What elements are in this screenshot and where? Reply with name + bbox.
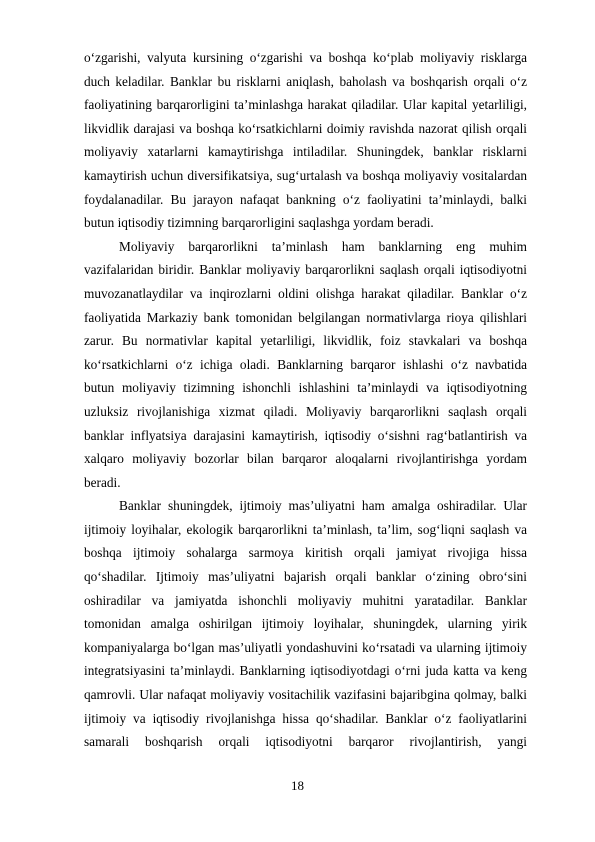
paragraph-risk-management: o‘zgarishi, valyuta kursining o‘zgarishi va boshqa ko‘plab moliyaviy risklarga duch keladilar. Banklar bu risklarni aniqlash, baholash va boshqarish orqali o‘z faoliyatining barqarorligini ta’minlashga harakat qiladilar. Ular kapital yetarliligi, likvidlik darajasi va boshqa ko‘rsatkichlarni doimiy ravishda nazorat qilish orqali moliyaviy xatarlarni kamaytirishga intiladilar. Shuningdek, banklar risklarni kamaytirish uchun diversifikatsiya, sug‘urtalash va boshqa moliyaviy vositalardan foydalanadilar. Bu jarayon nafaqat bankning o‘z faoliyatini ta’minlaydi, balki butun iqtisodiy tizimning barqarorligini saqlashga yordam beradi. — [84, 50, 527, 231]
document-body — [84, 46, 527, 754]
page-number: 18 — [291, 778, 304, 793]
paragraph-financial-stability: Moliyaviy barqarorlikni ta’minlash ham banklarning eng muhim vazifalaridan biridir. Banklar moliyaviy barqarorlikni saqlash orqali iqtisodiyotni muvozanatlaydilar va inqirozlarni oldini olishga harakat qiladilar. Banklar o‘z faoliyatida Markaziy bank tomonidan belgilangan normativlarga rioya qilishlari zarur. Bu normativlar kapital yetarliligi, likvidlik, foiz stavkalari va boshqa ko‘rsatkichlarni o‘z ichiga oladi. Banklarning barqaror ishlashi o‘z navbatida butun moliyaviy tizimning ishonchli ishlashini ta’minlaydi va iqtisodiyotning uzluksiz rivojlanishiga xizmat qiladi. Moliyaviy barqarorlikni saqlash orqali banklar inflyatsiya darajasini kamaytirish, iqtisodiy o‘sishni rag‘batlantirish va xalqaro moliyaviy bozorlar bilan barqaror aloqalarni rivojlantirishga yordam beradi. — [84, 238, 527, 490]
paragraph-social-responsibility: Banklar shuningdek, ijtimoiy mas’uliyatni ham amalga oshiradilar. Ular ijtimoiy loyihalar, ekologik barqarorlikni ta’minlash, ta’lim, sog‘liqni saqlash va boshqa ijtimoiy sohalarga sarmoya kiritish orqali jamiyat rivojiga hissa qo‘shadilar. Ijtimoiy mas’uliyatni bajarish orqali banklar o‘zining obro‘sini oshiradilar va jamiyatda ishonchli moliyaviy muhitni yaratadilar. Banklar tomonidan amalga oshirilgan ijtimoiy loyihalar, shuningdek, ularning yirik kompaniyalarga bo‘lgan mas’uliyatli yondashuvini ko‘rsatadi va ularning ijtimoiy integratsiyasini ta’minlaydi. Banklarning iqtisodiyotdagi o‘rni juda katta va keng qamrovli. Ular nafaqat moliyaviy vositachilik vazifasini bajaribgina qolmay, balki ijtimoiy va iqtisodiy rivojlanishga hissa qo‘shadilar. Banklar o‘z faoliyatlarini samarali boshqarish orqali iqtisodiyotni barqaror rivojlantirish, yangi — [84, 498, 527, 750]
